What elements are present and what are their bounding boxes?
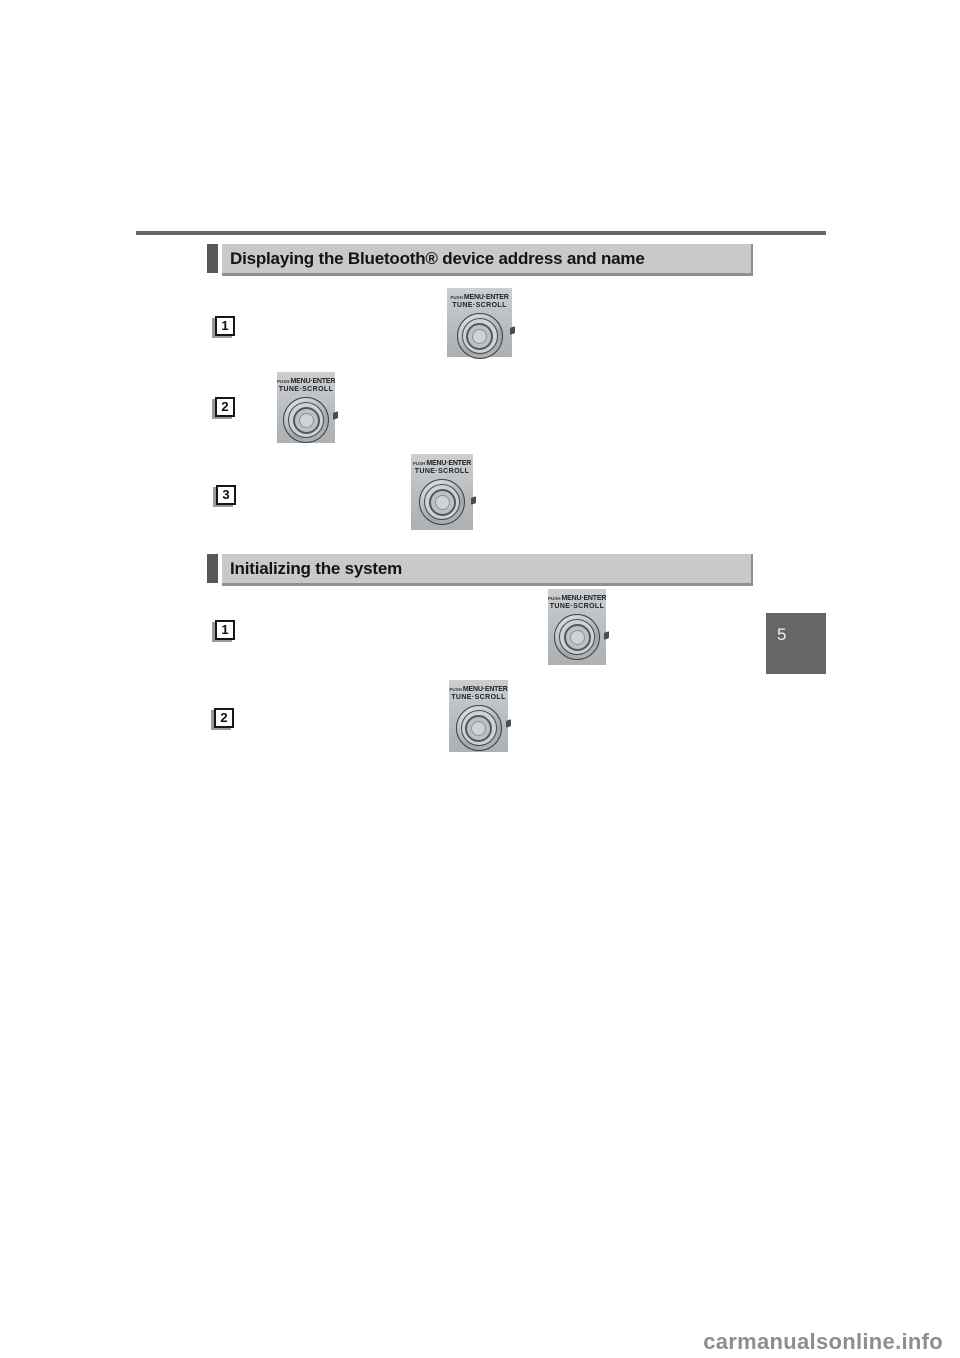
section-header-initializing xyxy=(207,554,753,586)
tune-scroll-knob-photo xyxy=(411,454,473,530)
step-number-box xyxy=(215,397,235,417)
header-accent-block xyxy=(207,554,218,583)
knob-labels xyxy=(447,288,512,310)
step-number-box xyxy=(216,485,236,505)
tune-scroll-knob-photo xyxy=(277,372,335,443)
knob-push-label: PUSH xyxy=(449,687,462,692)
knob-arrow-mark xyxy=(333,411,338,420)
tune-scroll-knob-photo xyxy=(449,680,508,752)
knob-tune-scroll-label: TUNE·SCROLL xyxy=(452,302,507,309)
tune-scroll-knob-photo xyxy=(447,288,512,357)
knob-push-label: PUSH xyxy=(450,295,463,300)
step-number: 2 xyxy=(220,710,228,725)
knob-menu-enter-label: MENU·ENTER xyxy=(290,378,335,385)
knob-arrow-mark xyxy=(506,720,511,729)
header-accent-block xyxy=(207,244,218,273)
section-title: Initializing the system xyxy=(230,559,403,578)
step-number: 3 xyxy=(222,487,230,502)
knob-tune-scroll-label: TUNE·SCROLL xyxy=(278,386,334,393)
step-number: 2 xyxy=(221,399,229,414)
knob-arrow-mark xyxy=(604,631,609,640)
knob-labels xyxy=(548,589,606,611)
knob-tune-scroll-label: TUNE·SCROLL xyxy=(451,694,506,701)
knob-rings xyxy=(449,705,508,751)
step-number-box xyxy=(215,620,235,640)
knob-labels xyxy=(449,680,508,702)
knob-menu-enter-label: MENU·ENTER xyxy=(426,460,472,467)
step-number: 1 xyxy=(221,318,229,333)
knob-arrow-mark xyxy=(510,326,515,335)
section-title: Displaying the Bluetooth® device address and name xyxy=(230,249,645,268)
knob-arrow-mark xyxy=(471,496,476,505)
knob-push-label: PUSH xyxy=(277,379,290,384)
step-number-box xyxy=(214,708,234,728)
knob-rings xyxy=(447,313,512,359)
chapter-tab xyxy=(766,613,826,674)
section-divider-rule xyxy=(136,231,826,235)
watermark: carmanualsonline.info xyxy=(703,1329,943,1354)
knob-push-label: PUSH xyxy=(548,596,561,601)
knob-menu-enter-label: MENU·ENTER xyxy=(462,686,508,693)
tune-scroll-knob-photo xyxy=(548,589,606,665)
knob-rings xyxy=(411,479,473,525)
step-number-box xyxy=(215,316,235,336)
knob-rings xyxy=(277,397,335,443)
section-header-bluetooth-address xyxy=(207,244,753,276)
header-bar xyxy=(222,244,753,276)
knob-labels xyxy=(411,454,473,476)
knob-labels xyxy=(277,372,335,394)
step-number: 1 xyxy=(221,622,229,637)
knob-push-label: PUSH xyxy=(412,461,426,466)
knob-menu-enter-label: MENU·ENTER xyxy=(463,294,509,301)
knob-menu-enter-label: MENU·ENTER xyxy=(561,595,606,602)
knob-rings xyxy=(548,614,606,660)
chapter-number: 5 xyxy=(777,625,787,644)
knob-tune-scroll-label: TUNE·SCROLL xyxy=(549,603,605,610)
knob-tune-scroll-label: TUNE·SCROLL xyxy=(414,468,470,475)
header-bar xyxy=(222,554,753,586)
